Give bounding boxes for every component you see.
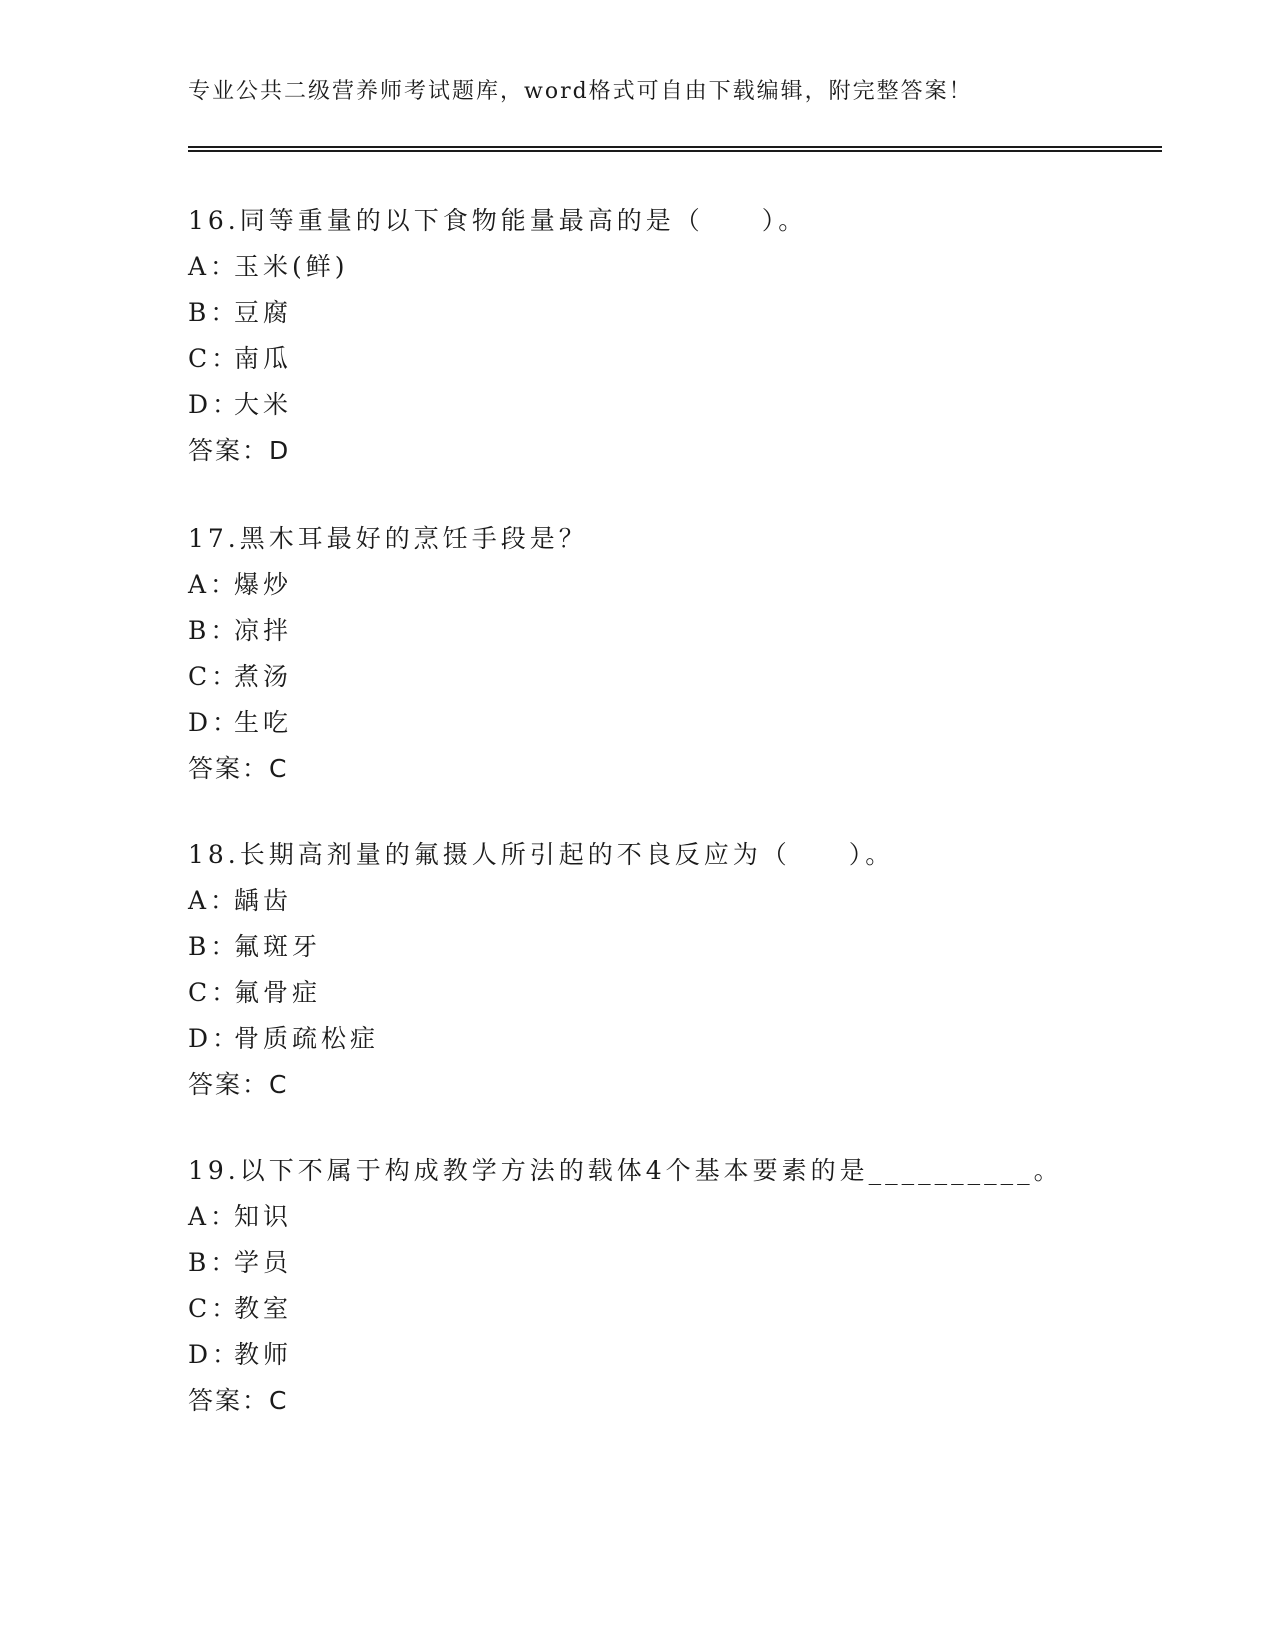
option-d [188, 382, 1148, 428]
answer-line: 答案：C [188, 1386, 289, 1415]
option-key: D： [188, 1024, 242, 1053]
option-text: 煮汤 [234, 662, 293, 691]
option-a [188, 1194, 1148, 1240]
option-d [188, 700, 1148, 746]
option-a [188, 878, 1148, 924]
option-c [188, 654, 1148, 700]
option-key: A： [188, 252, 240, 281]
option-d [188, 1016, 1148, 1062]
option-text: 豆腐 [234, 298, 293, 327]
option-key: C： [188, 662, 241, 691]
option-b [188, 608, 1148, 654]
option-b [188, 924, 1148, 970]
option-a [188, 244, 1148, 290]
answer-line: 答案：C [188, 1070, 289, 1099]
option-text: 学员 [234, 1248, 293, 1277]
question-stem: 16.同等重量的以下食物能量最高的是（ ）。 [188, 206, 808, 235]
option-text: 大米 [234, 390, 293, 419]
question-stem: 17.黑木耳最好的烹饪手段是？ [188, 524, 588, 553]
option-text: 龋齿 [234, 886, 293, 915]
option-b [188, 290, 1148, 336]
option-c [188, 970, 1148, 1016]
option-key: B： [188, 616, 240, 645]
question-stem: 19.以下不属于构成教学方法的载体4个基本要素的是__________。 [188, 1156, 1063, 1185]
option-key: B： [188, 298, 240, 327]
option-a [188, 562, 1148, 608]
option-text: 凉拌 [234, 616, 293, 645]
option-text: 爆炒 [234, 570, 293, 599]
option-c [188, 336, 1148, 382]
option-text: 骨质疏松症 [234, 1024, 380, 1053]
option-text: 教师 [234, 1340, 293, 1369]
option-key: D： [188, 1340, 242, 1369]
option-key: A： [188, 886, 240, 915]
option-key: B： [188, 932, 240, 961]
option-text: 氟斑牙 [234, 932, 322, 961]
question-18 [188, 832, 1148, 1108]
option-key: A： [188, 570, 240, 599]
answer-line: 答案：D [188, 436, 291, 465]
answer-line: 答案：C [188, 754, 289, 783]
option-text: 南瓜 [234, 344, 293, 373]
option-key: D： [188, 708, 242, 737]
option-c [188, 1286, 1148, 1332]
option-d [188, 1332, 1148, 1378]
option-key: C： [188, 344, 241, 373]
question-17 [188, 516, 1148, 792]
option-key: A： [188, 1202, 240, 1231]
question-19 [188, 1148, 1148, 1424]
page-header: 专业公共二级营养师考试题库，word格式可自由下载编辑，附完整答案！ [188, 79, 973, 104]
option-key: D： [188, 390, 242, 419]
option-text: 氟骨症 [234, 978, 322, 1007]
option-b [188, 1240, 1148, 1286]
question-16 [188, 198, 1148, 474]
option-text: 生吃 [234, 708, 293, 737]
header-divider [188, 146, 1162, 152]
option-key: C： [188, 1294, 241, 1323]
option-key: C： [188, 978, 241, 1007]
question-stem: 18.长期高剂量的氟摄人所引起的不良反应为（ ）。 [188, 840, 895, 869]
option-text: 玉米(鲜) [234, 252, 349, 281]
option-text: 教室 [234, 1294, 293, 1323]
option-text: 知识 [234, 1202, 293, 1231]
option-key: B： [188, 1248, 240, 1277]
